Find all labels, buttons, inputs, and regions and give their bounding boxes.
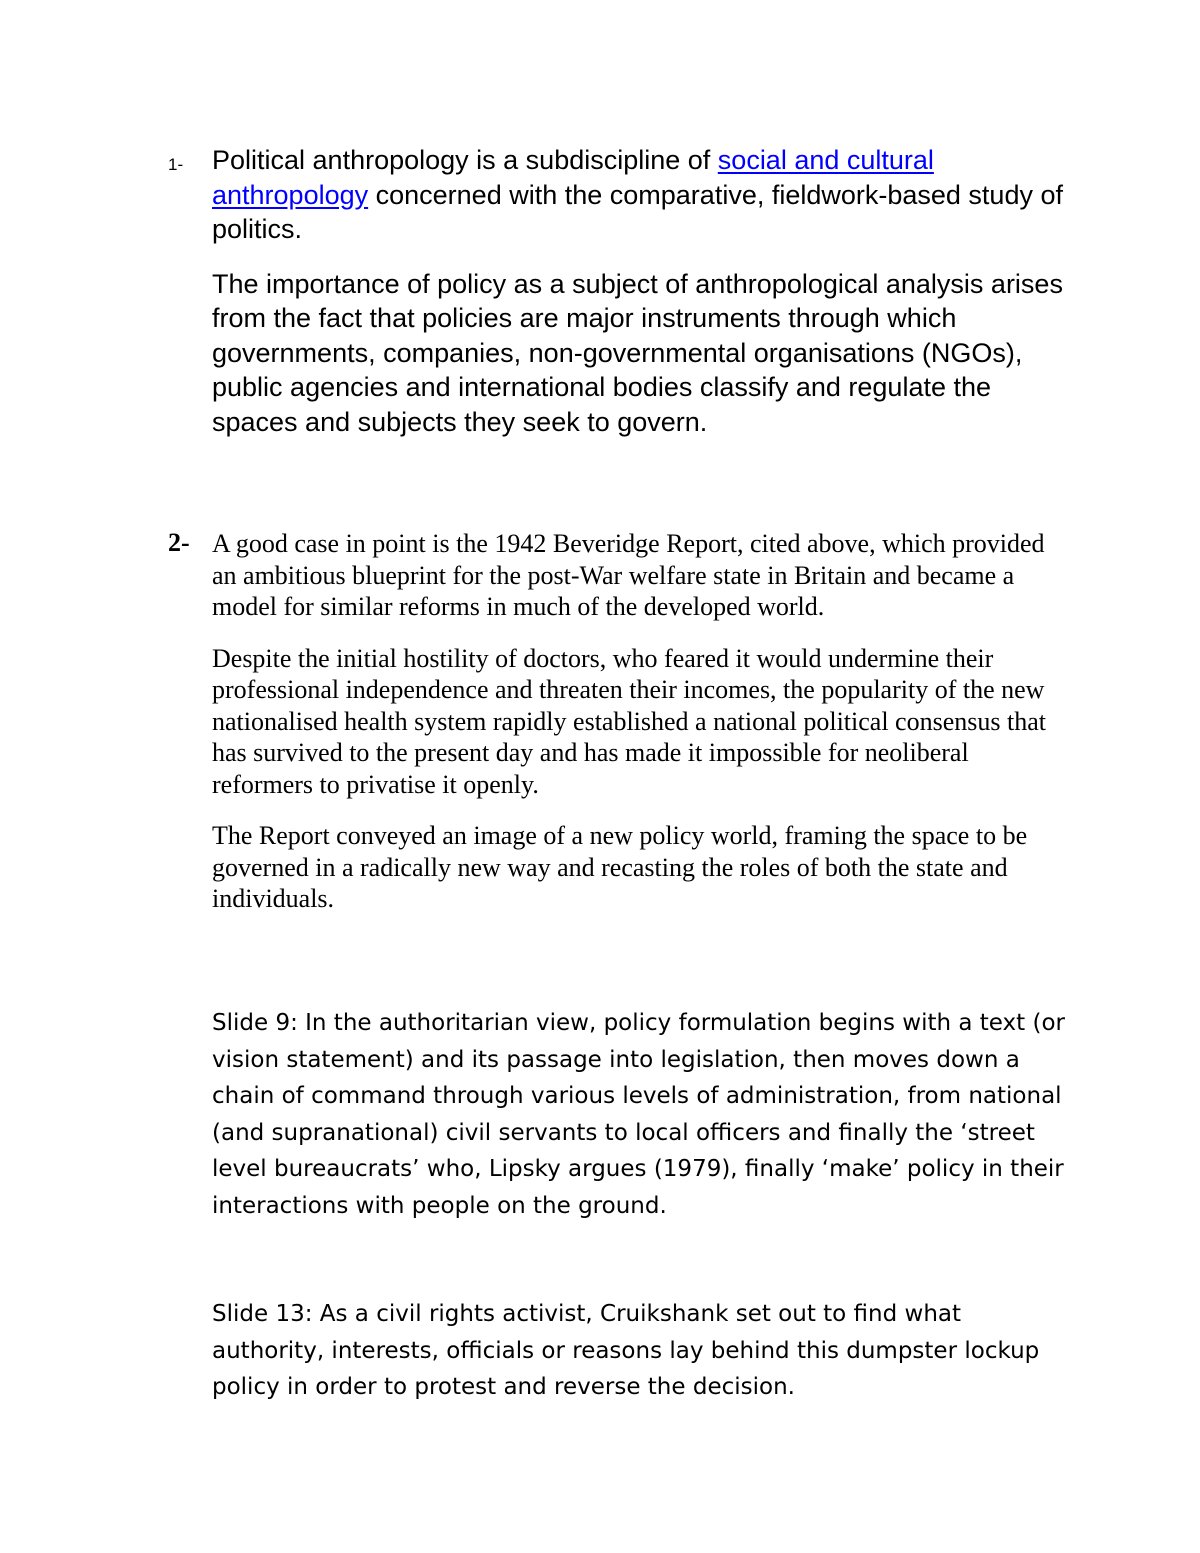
item1-paragraph-2: The importance of policy as a subject of anthropological analysis arises from the fact that policies are major instruments through which governments, companies, non-governmental organisations (NGOs), public agencies and international bodies classify and regulate the spaces and subjects they seek to govern. (212, 268, 1063, 437)
social-cultural-anthropology-link[interactable]: social and cultural anthropology (212, 145, 934, 210)
list-item-1-body (212, 143, 1068, 439)
list-number-1: 1- (168, 155, 184, 174)
slide-9-text: Slide 9: In the authoritarian view, policy formulation begins with a text (or vision statement) and its passage into legislation, then moves down a chain of command through various levels of administration, from national (and supranational) civil servants to local officers and finally the ‘street level bureaucrats’ who, Lipsky argues (1979), finally ‘make’ policy in their interactions with people on the ground. (212, 1010, 1065, 1219)
item1-text-after-link: concerned with the comparative, fieldwork-based study of politics. (212, 179, 1063, 244)
item2-paragraph-3: The Report conveyed an image of a new policy world, framing the space to be governed in a radically new way and recasting the roles of both the state and individuals. (212, 821, 1028, 913)
item1-paragraph-1 (212, 143, 1068, 247)
slide-13-text: Slide 13: As a civil rights activist, Cruikshank set out to find what authority, interests, officials or reasons lay behind this dumpster lockup policy in order to protest and reverse the decision. (212, 1301, 1040, 1400)
item2-paragraph-1: A good case in point is the 1942 Beveridge Report, cited above, which provided an ambitious blueprint for the post-War welfare state in Britain and became a model for similar reforms in much of the developed world. (212, 529, 1045, 621)
list-item-2-body (212, 528, 1068, 915)
item2-paragraph-2: Despite the initial hostility of doctors, who feared it would undermine their professional independence and threaten their incomes, the popularity of the new nationalised health system rapidly established a national political consensus that has survived to the present day and has made it impossible for neoliberal reformers to privatise it openly. (212, 643, 1046, 799)
item1-text-before-link: Political anthropology is a subdiscipline of (212, 145, 718, 175)
list-number-2: 2- (168, 528, 190, 557)
